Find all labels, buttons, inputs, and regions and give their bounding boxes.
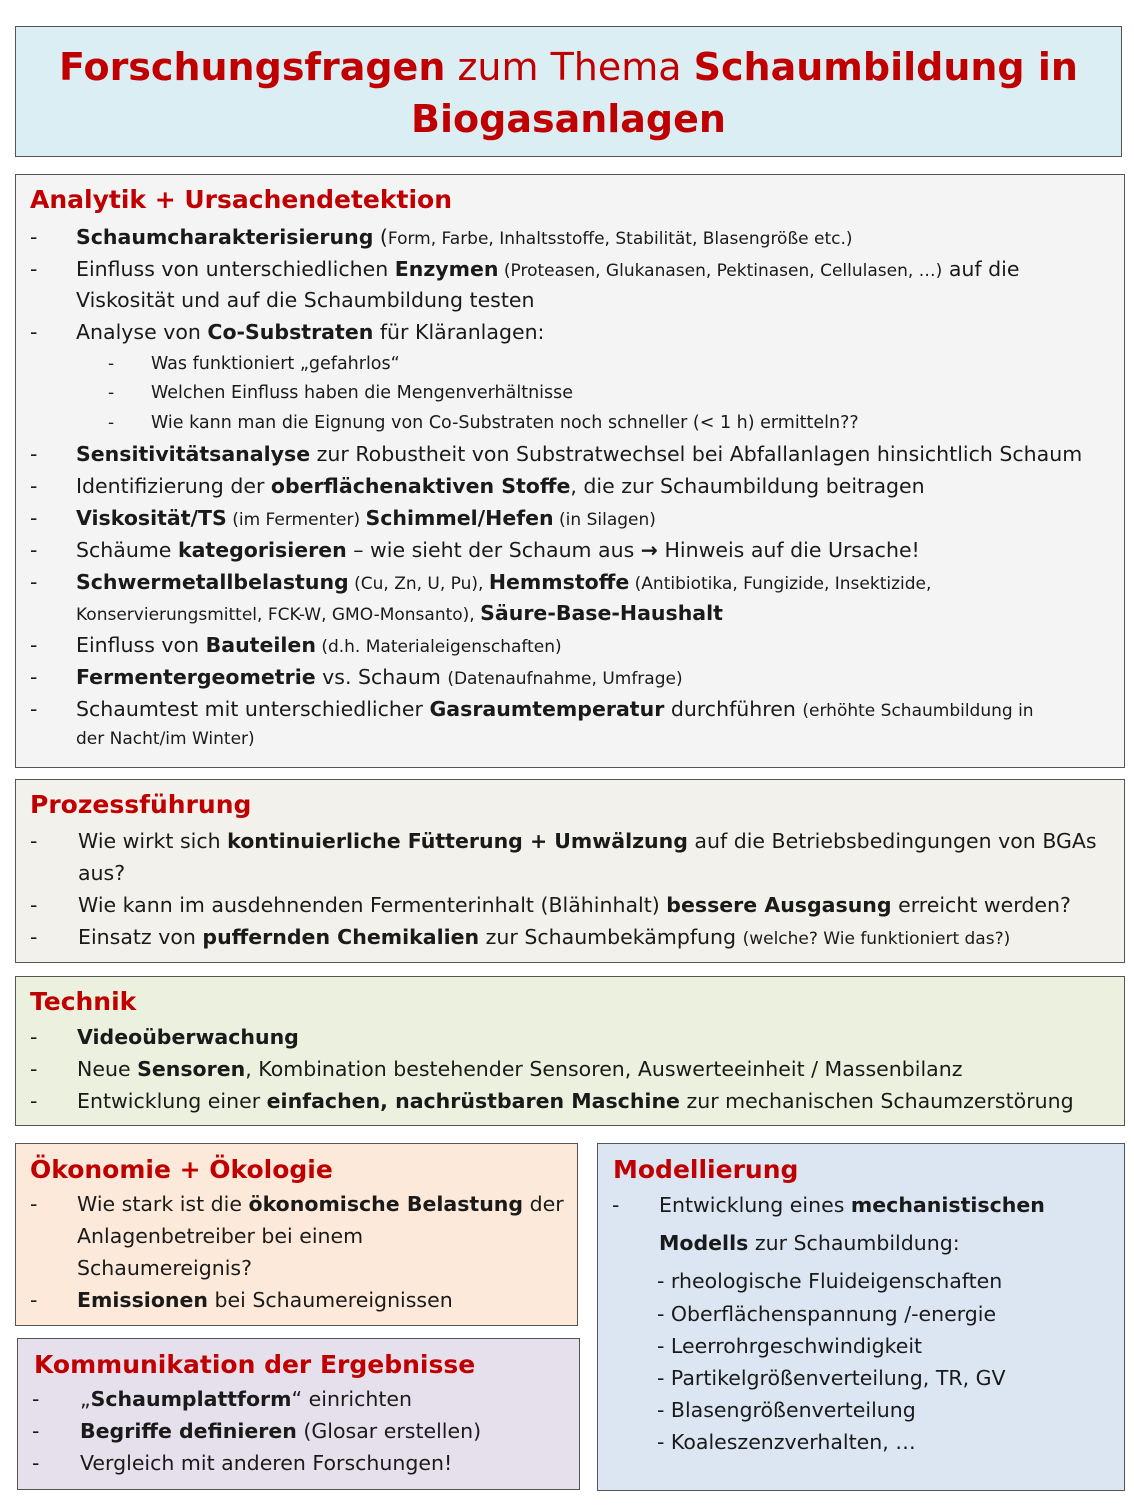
list-item-text-cont: Modells zur Schaumbildung: [659,1231,960,1255]
section-title: Kommunikation der Ergebnisse [34,1350,476,1379]
section-title: Ökonomie + Ökologie [30,1155,333,1184]
list-item-text: Wie wirkt sich kontinuierliche Fütterung + Umwälzung auf die Betriebsbedingungen von BGAs [78,829,1097,853]
sub-item: Welchen Einfluss haben die Mengenverhältnisse [151,383,574,403]
sub-item: Wie kann man die Eignung von Co-Substraten noch schneller (< 1 h) ermitteln?? [151,413,859,433]
list-dash: - [30,1192,38,1216]
sub-dash: - [108,413,115,433]
list-item: - [30,225,38,249]
list-item-text: Einfluss von unterschiedlichen Enzymen (Proteasen, Glukanasen, Pektinasen, Cellulasen, …) auf die [76,257,1020,281]
list-dash: - [30,893,38,917]
model-item: - rheologische Fluideigenschaften [657,1269,1003,1293]
list-item-text: Fermentergeometrie vs. Schaum (Datenaufnahme, Umfrage) [76,665,683,689]
section-title: Modellierung [613,1155,799,1184]
list-dash: - [30,320,38,344]
title-part-1: Forschungsfragen [59,45,446,89]
model-item: - Partikelgrößenverteilung, TR, GV [657,1366,1006,1390]
list-dash: - [32,1419,40,1443]
list-item-text: Sensitivitätsanalyse zur Robustheit von Substratwechsel bei Abfallanlagen hinsichtlich Schaum [76,442,1083,466]
model-item: - Blasengrößenverteilung [657,1398,916,1422]
list-item-text: Viskosität/TS (im Fermenter) Schimmel/Hefen (in Silagen) [76,506,656,530]
sub-dash: - [108,354,115,374]
section-modellierung [597,1143,1125,1491]
section-title: Analytik + Ursachendetektion [30,185,453,214]
arrow-right-icon: → [640,538,658,562]
sub-dash: - [108,383,115,403]
list-item-text: Videoüberwachung [77,1025,299,1049]
list-item-text: Vergleich mit anderen Forschungen! [80,1451,453,1475]
list-dash: - [30,442,38,466]
list-item-text: „Schaumplattform“ einrichten [80,1387,412,1411]
list-dash: - [30,538,38,562]
list-item-text: Analyse von Co-Substraten für Kläranlagen: [76,320,545,344]
title-part-3: Schaumbildung in [693,45,1078,89]
list-dash: - [30,1025,38,1049]
section-title: Prozessführung [30,790,252,819]
section-analytik [15,174,1125,768]
list-dash: - [30,474,38,498]
list-dash: - [30,829,38,853]
list-dash: - [30,570,38,594]
list-item-text: Entwicklung einer einfachen, nachrüstbaren Maschine zur mechanischen Schaumzerstörung [77,1089,1074,1113]
title-part-2: zum Thema [445,45,694,89]
list-dash: - [612,1193,620,1217]
list-item-text: Identifizierung der oberflächenaktiven Stoffe, die zur Schaumbildung beitragen [76,474,925,498]
title-part-4: Biogasanlagen [411,97,726,141]
list-item-text-cont: aus? [78,861,126,885]
model-item: - Oberflächenspannung /-energie [657,1302,997,1326]
list-dash: - [30,1089,38,1113]
list-item-text: Schwermetallbelastung (Cu, Zn, U, Pu), Hemmstoffe (Antibiotika, Fungizide, Insektizide, [76,570,932,594]
list-dash: - [30,1288,38,1312]
list-item-text: Entwicklung eines mechanistischen [659,1193,1045,1217]
list-item-text: Schaumcharakterisierung (Form, Farbe, Inhaltsstoffe, Stabilität, Blasengröße etc.) [76,225,853,249]
list-item-text-cont: Konservierungsmittel, FCK-W, GMO-Monsanto), Säure-Base-Haushalt [76,601,723,625]
list-item-text-cont: Schaumereignis? [77,1256,252,1280]
list-item-text-cont: Anlagenbetreiber bei einem [77,1224,364,1248]
section-title: Technik [30,987,137,1016]
list-item-text: Schaumtest mit unterschiedlicher Gasraumtemperatur durchführen (erhöhte Schaumbildung in [76,697,1034,721]
model-item: - Koaleszenzverhalten, … [657,1430,916,1454]
list-item-text: Neue Sensoren, Kombination bestehender Sensoren, Auswerteeinheit / Massenbilanz [77,1057,963,1081]
page-title [16,41,1121,145]
list-dash: - [30,697,38,721]
list-item-text: Wie stark ist die ökonomische Belastung der [77,1192,564,1216]
list-item-text: Emissionen bei Schaumereignissen [77,1288,453,1312]
list-item-text-cont: Viskosität und auf die Schaumbildung testen [76,288,535,312]
list-dash: - [32,1387,40,1411]
list-dash: - [30,633,38,657]
title-box [15,26,1122,157]
section-kommunikation [17,1338,580,1490]
list-dash: - [30,506,38,530]
list-dash: - [30,665,38,689]
list-dash: - [30,257,38,281]
list-dash: - [30,925,38,949]
list-item-text: Schäume kategorisieren – wie sieht der Schaum aus → Hinweis auf die Ursache! [76,538,920,562]
list-item-text-cont: der Nacht/im Winter) [76,729,255,749]
list-item-text: Einfluss von Bauteilen (d.h. Materialeigenschaften) [76,633,562,657]
list-dash: - [30,1057,38,1081]
section-technik [15,976,1125,1126]
list-item-text: Einsatz von puffernden Chemikalien zur Schaumbekämpfung (welche? Wie funktioniert das?) [78,925,1011,949]
sub-item: Was funktioniert „gefahrlos“ [151,354,400,374]
section-oekonomie [15,1143,578,1326]
list-dash: - [32,1451,40,1475]
list-item-text: Begriffe definieren (Glosar erstellen) [80,1419,482,1443]
model-item: - Leerrohrgeschwindigkeit [657,1334,923,1358]
list-item-text: Wie kann im ausdehnenden Fermenterinhalt (Blähinhalt) bessere Ausgasung erreicht werden? [78,893,1071,917]
section-prozessfuehrung [15,779,1125,963]
